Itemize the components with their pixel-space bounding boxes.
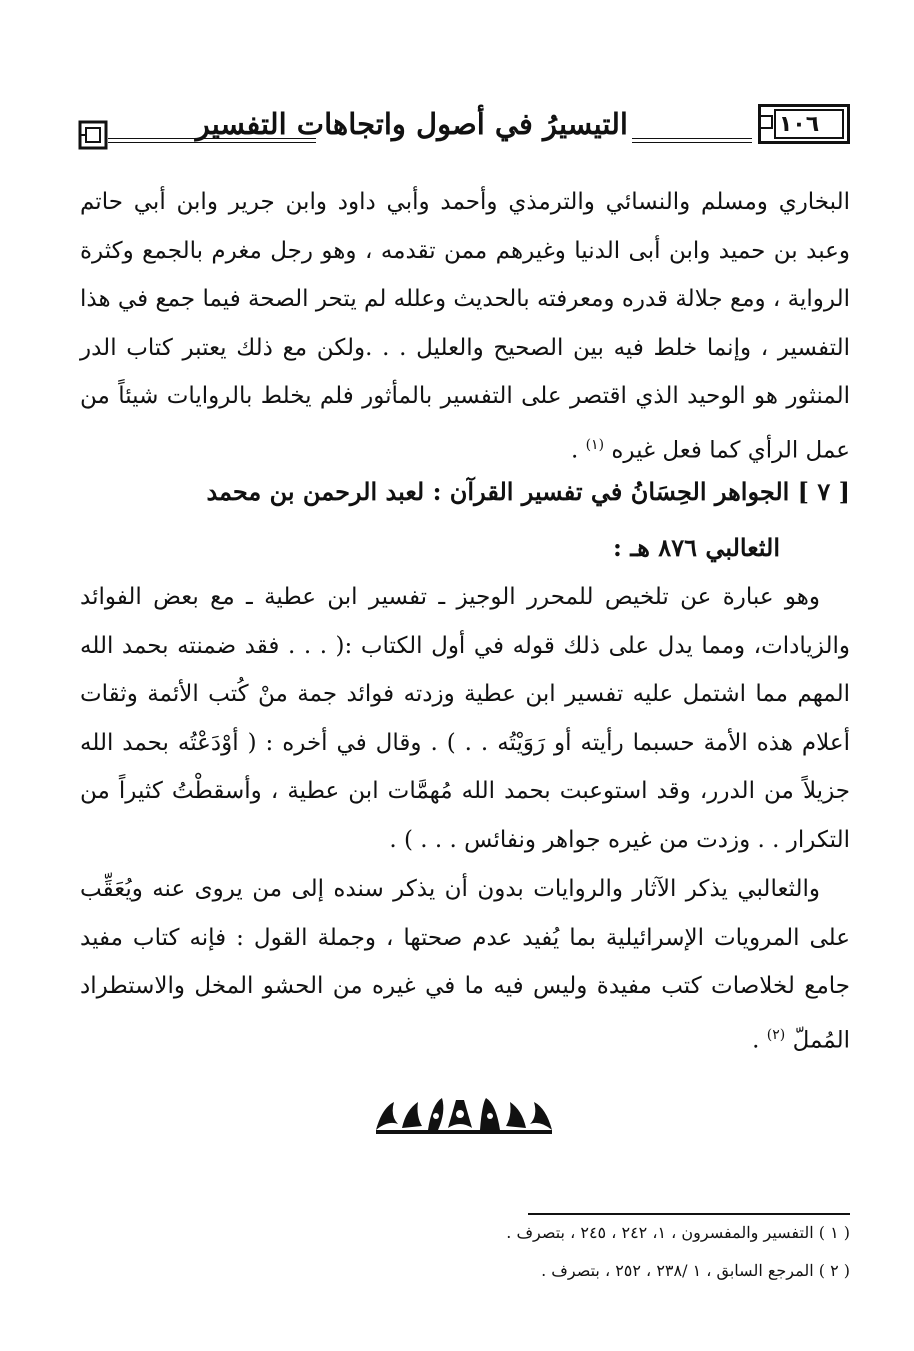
footnote-ref-2[interactable]: (٢) <box>766 1026 786 1043</box>
book-title: التيسيرُ في أصول واتجاهات التفسير <box>195 107 628 141</box>
paragraph-2 <box>80 573 850 864</box>
paragraph-3-end: . <box>752 1027 760 1054</box>
page-number-frame <box>758 104 850 144</box>
paragraph-3-text: والثعالبي يذكر الآثار والروايات بدون أن يذكر سنده إلى من يروى عنه ويُعَقِّب على المرويات الإسرائيلية بما يُفيد عدم صحتها ، وجملة القول : فإنه كتاب مفيد جامع لخلاصات كتب مفيدة وليس فيه ما في غيره من الحشو المخل والاستطراد المُملّ <box>80 876 850 1054</box>
footnote-ref-1[interactable]: (١) <box>585 436 605 453</box>
section-heading-line-1: [ ٧ ] الجواهر الحِسَانُ في تفسير القرآن : لعبد الرحمن بن محمد <box>206 477 850 506</box>
section-heading <box>80 464 850 576</box>
page-number: ١٠٦ <box>778 111 820 137</box>
footnote-2: ( ٢ ) المرجع السابق ، ١ /٢٣٨ ، ٢٥٢ ، بتصرف . <box>541 1261 850 1280</box>
paragraph-1-text: البخاري ومسلم والنسائي والترمذي وأحمد وأبي داود وابن جرير وابن أبي حاتم وعبد بن حميد وابن أبى الدنيا وغيرهم ممن تقدمه ، وهو رجل مغرم بالجمع وكثرة الرواية ، ومع جلالة قدره ومعرفته بالحديث وعلله لم يتحر الصحة فيما جمع في هذا التفسير ، وإنما خلط فيه بين الصحيح والعليل . . .ولكن مع ذلك يعتبر كتاب الدر المنثور هو الوحيد الذي اقتصر على التفسير بالمأثور فلم يخلط بالروايات شيئاً من عمل الرأي كما فعل غيره <box>80 189 850 464</box>
section-end-ornament-icon <box>372 1090 556 1140</box>
paragraph-1-end: . <box>570 437 579 464</box>
header-rule-left <box>108 138 316 143</box>
frame-knot-ornament <box>761 115 773 129</box>
section-heading-line-2: الثعالبي ٨٧٦ هـ : <box>613 533 780 562</box>
footnote-1: ( ١ ) التفسير والمفسرون ، ١، ٢٤٢ ، ٢٤٥ ، بتصرف . <box>506 1223 850 1242</box>
footnote-separator <box>528 1213 850 1215</box>
running-header <box>78 100 850 156</box>
paragraph-3 <box>80 865 850 1065</box>
paragraph-1 <box>80 178 850 475</box>
paragraph-2-text: وهو عبارة عن تلخيص للمحرر الوجيز ـ تفسير ابن عطية ـ مع بعض الفوائد والزيادات، ومما يدل على ذلك قوله في أول الكتاب :( . . . فقد ضمنته بحمد الله المهم مما اشتمل عليه تفسير ابن عطية وزدته فوائد جمة منْ كُتب الأئمة وثقات أعلام هذه الأمة حسبما رأيته أو رَوَيْتُه . . ) . وقال في أخره : ( أوْدَعْتُه بحمد الله جزيلاً من الدرر، وقد استوعبت بحمد الله مُهمَّات ابن عطية ، وأسقطْتُ كثيراً من التكرار . . وزدت من غيره جواهر ونفائس . . . ) . <box>80 584 850 853</box>
corner-ornament-icon <box>78 120 108 150</box>
header-rule-right <box>632 138 752 143</box>
